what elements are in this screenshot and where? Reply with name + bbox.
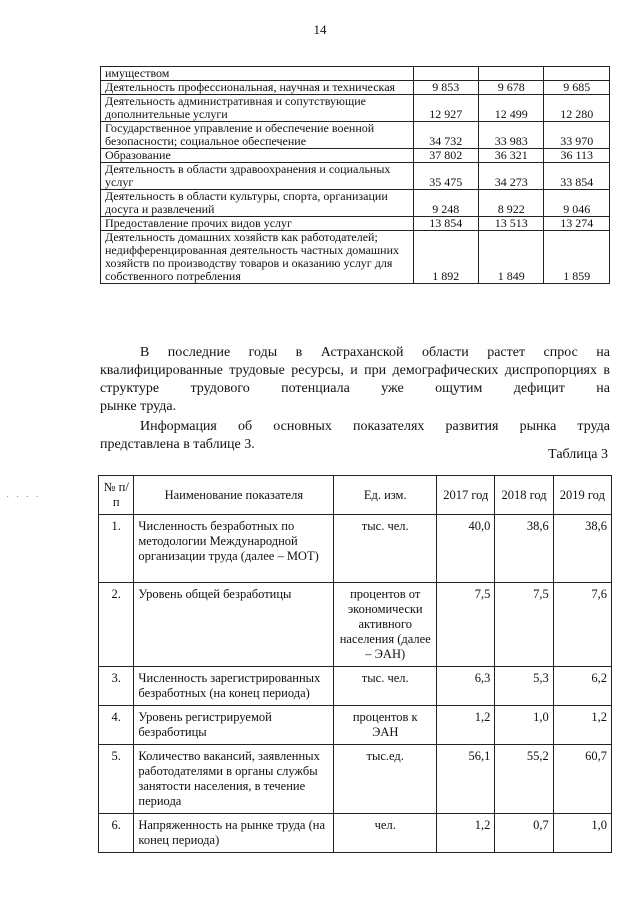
value-cell: 13 854: [413, 217, 478, 231]
value-cell: 13 513: [478, 217, 543, 231]
activity-name: Деятельность профессиональная, научная и техническая: [101, 81, 414, 95]
table-header-row: [99, 476, 612, 515]
table-row: [101, 217, 610, 231]
unit-cell: тыс. чел.: [334, 667, 437, 706]
value-cell: 9 046: [544, 190, 610, 217]
value-cell: 12 499: [478, 95, 543, 122]
value-2017: 40,0: [437, 515, 495, 583]
table-row: [101, 231, 610, 284]
value-cell: 33 983: [478, 122, 543, 149]
indicator-name: Уровень регистрируемой безработицы: [134, 706, 334, 745]
value-cell: 36 321: [478, 149, 543, 163]
value-cell: 12 280: [544, 95, 610, 122]
indicator-name: Уровень общей безработицы: [134, 583, 334, 667]
indicator-name: Численность зарегистрированных безработных (на конец периода): [134, 667, 334, 706]
value-cell: 9 853: [413, 81, 478, 95]
header-indicator: Наименование показателя: [134, 476, 334, 515]
paragraph-labor-demand-tail: рынке труда.: [100, 399, 177, 414]
paragraph-table-intro-tail: представлена в таблице 3.: [100, 437, 255, 452]
value-cell: 1 859: [544, 231, 610, 284]
value-2019: 38,6: [553, 515, 611, 583]
table-row: [99, 667, 612, 706]
table-row: [101, 149, 610, 163]
unit-cell: процентов от экономически активного населения (далее – ЭАН): [334, 583, 437, 667]
header-num: № п/п: [99, 476, 134, 515]
value-2019: 6,2: [553, 667, 611, 706]
row-number: 1.: [99, 515, 134, 583]
unit-cell: тыс. чел.: [334, 515, 437, 583]
header-unit: Ед. изм.: [334, 476, 437, 515]
header-2018: 2018 год: [495, 476, 553, 515]
page-number: 14: [313, 22, 327, 37]
paragraph-labor-demand: В последние годы в Астраханской области растет спрос на квалифицированные трудовые ресурсы, и при демографических диспропорциях в структуре трудового потенциала уже ощутим дефицит на: [100, 345, 610, 396]
activity-name: Предоставление прочих видов услуг: [101, 217, 414, 231]
value-cell: 1 892: [413, 231, 478, 284]
row-number: 5.: [99, 745, 134, 814]
paragraph-table-intro: Информация об основных показателях развития рынка труда: [140, 419, 610, 434]
value-cell: 9 685: [544, 81, 610, 95]
value-cell: 34 732: [413, 122, 478, 149]
value-2018: 0,7: [495, 814, 553, 853]
indicator-name: Численность безработных по методологии Международной организации труда (далее – МОТ): [134, 515, 334, 583]
row-number: 3.: [99, 667, 134, 706]
header-2019: 2019 год: [553, 476, 611, 515]
employment-by-activity-table: [100, 66, 610, 284]
table-row: [101, 95, 610, 122]
unit-cell: чел.: [334, 814, 437, 853]
value-2019: 1,2: [553, 706, 611, 745]
row-number: 2.: [99, 583, 134, 667]
table-row: [99, 583, 612, 667]
value-2017: 56,1: [437, 745, 495, 814]
value-2017: 1,2: [437, 814, 495, 853]
value-2017: 1,2: [437, 706, 495, 745]
value-cell: 33 854: [544, 163, 610, 190]
value-cell: 34 273: [478, 163, 543, 190]
value-cell: 37 802: [413, 149, 478, 163]
table-row: [99, 814, 612, 853]
value-2018: 38,6: [495, 515, 553, 583]
value-2017: 6,3: [437, 667, 495, 706]
unit-cell: процентов к ЭАН: [334, 706, 437, 745]
value-cell: 1 849: [478, 231, 543, 284]
table-row: [99, 515, 612, 583]
value-2017: 7,5: [437, 583, 495, 667]
value-2018: 55,2: [495, 745, 553, 814]
row-number: 4.: [99, 706, 134, 745]
activity-name: Деятельность в области здравоохранения и социальных услуг: [101, 163, 414, 190]
activity-name: Деятельность домашних хозяйств как работодателей; недифференцированная деятельность частных домашних хозяйств по производству товаров и оказанию услуг для собственного потребления: [101, 231, 414, 284]
table-caption: Таблица 3: [548, 447, 608, 462]
table-row: [101, 122, 610, 149]
value-cell: [478, 67, 543, 81]
table-row: [101, 67, 610, 81]
indicator-name: Напряженность на рынке труда (на конец периода): [134, 814, 334, 853]
value-cell: 35 475: [413, 163, 478, 190]
table-row: [99, 706, 612, 745]
value-cell: [413, 67, 478, 81]
activity-name: Государственное управление и обеспечение военной безопасности; социальное обеспечение: [101, 122, 414, 149]
scan-specks: · · · ·: [6, 492, 41, 503]
unit-cell: тыс.ед.: [334, 745, 437, 814]
value-cell: 33 970: [544, 122, 610, 149]
activity-name: Деятельность в области культуры, спорта, организации досуга и развлечений: [101, 190, 414, 217]
value-cell: 9 248: [413, 190, 478, 217]
value-2018: 7,5: [495, 583, 553, 667]
row-number: 6.: [99, 814, 134, 853]
activity-name: Деятельность административная и сопутствующие дополнительные услуги: [101, 95, 414, 122]
activity-name: имуществом: [101, 67, 414, 81]
header-2017: 2017 год: [437, 476, 495, 515]
table-row: [101, 190, 610, 217]
value-2018: 5,3: [495, 667, 553, 706]
table-row: [99, 745, 612, 814]
table-row: [101, 81, 610, 95]
value-2019: 7,6: [553, 583, 611, 667]
value-2019: 60,7: [553, 745, 611, 814]
value-cell: 12 927: [413, 95, 478, 122]
indicator-name: Количество вакансий, заявленных работодателями в органы службы занятости населения, в течение периода: [134, 745, 334, 814]
table-row: [101, 163, 610, 190]
value-2019: 1,0: [553, 814, 611, 853]
value-cell: 8 922: [478, 190, 543, 217]
value-cell: [544, 67, 610, 81]
labor-market-indicators-table: [98, 475, 612, 853]
value-cell: 13 274: [544, 217, 610, 231]
value-cell: 36 113: [544, 149, 610, 163]
value-2018: 1,0: [495, 706, 553, 745]
activity-name: Образование: [101, 149, 414, 163]
value-cell: 9 678: [478, 81, 543, 95]
